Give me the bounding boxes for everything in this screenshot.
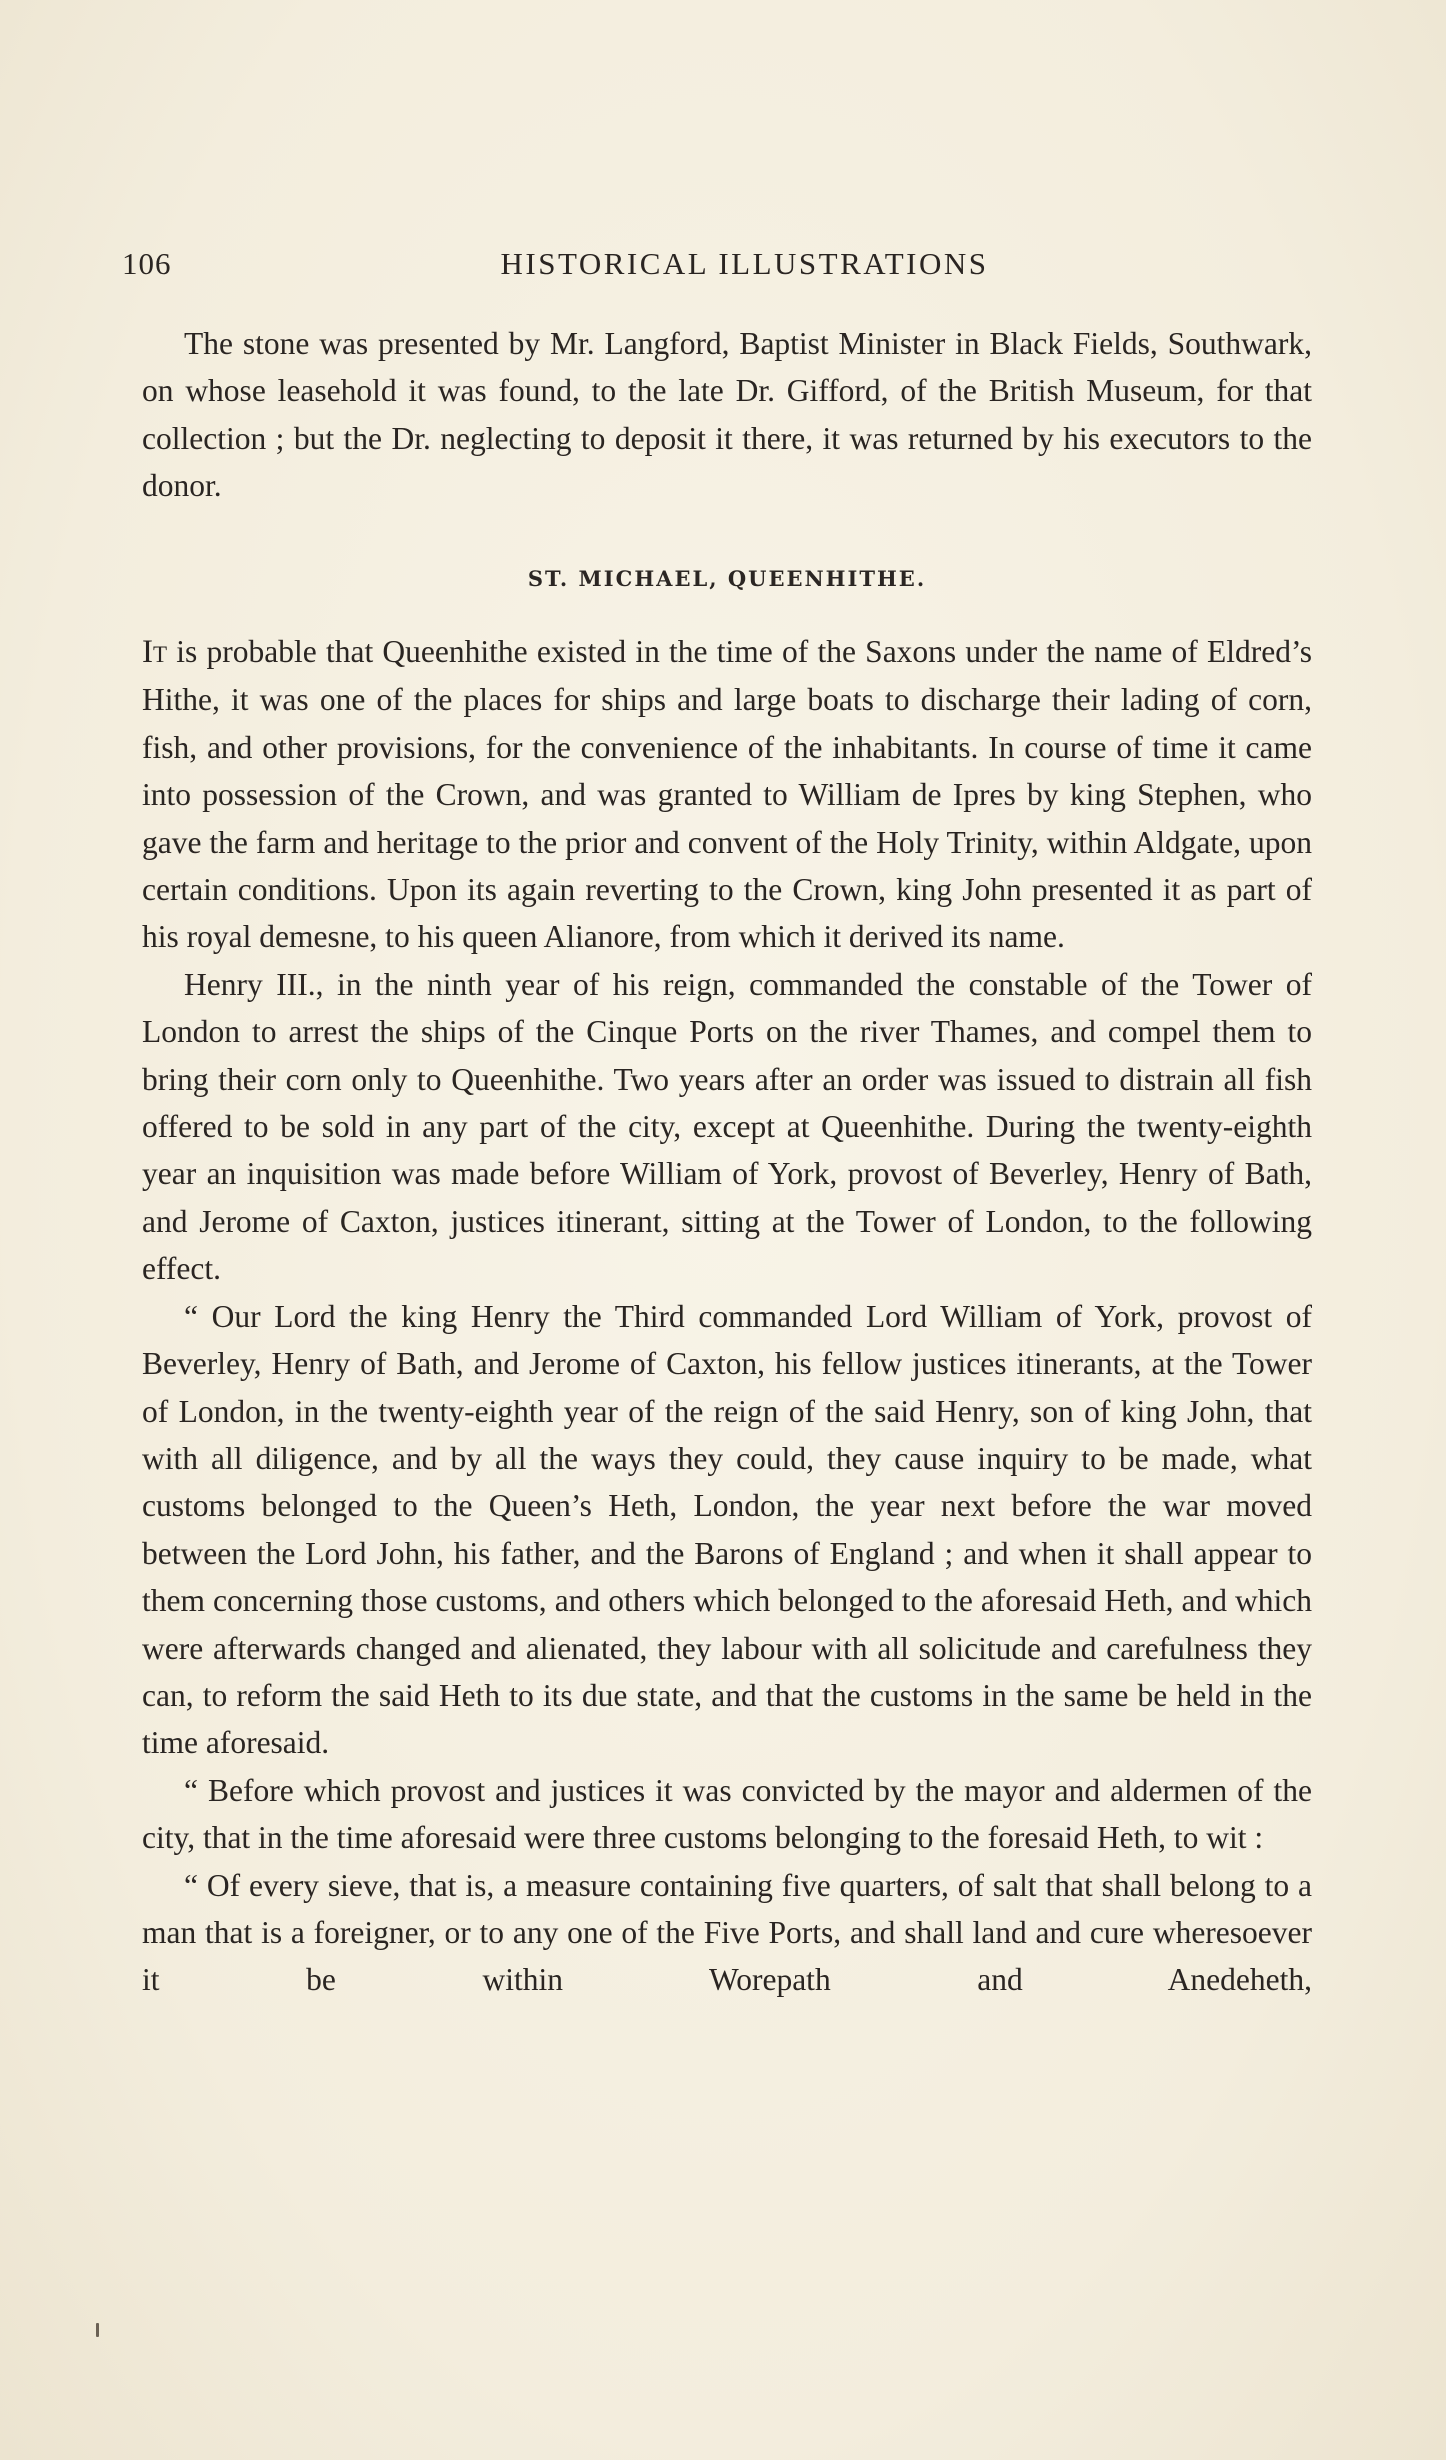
intro-paragraph: The stone was presented by Mr. Langford, Baptist Minister in Black Fields, Southwark, on whose leasehold it was found, to the late Dr. Gifford, of the British Museum, for that collection ; but the Dr. neglecting to deposit it there, it was returned by his executors to the donor.: [142, 326, 1312, 504]
paragraph-queenhithe-origin: [142, 628, 1312, 961]
running-head: [122, 246, 1327, 294]
section-heading: ST. MICHAEL, QUEENHITHE.: [527, 566, 927, 591]
intro-paragraph-block: [142, 320, 1312, 510]
paragraph-quote-lord-king: “ Our Lord the king Henry the Third commanded Lord William of York, provost of Beverley, Henry of Bath, and Jerome of Caxton, his fellow justices itinerants, at the Tower of London, in the twenty-eighth year of the reign of the said Henry, son of king John, that with all diligence, and by all the ways they could, they cause inquiry to be made, what customs belonged to the Queen’s Heth, London, the year next before the war moved between the Lord John, his father, and the Barons of England ; and when it shall appear to them concerning those customs, and others which belonged to the aforesaid Heth, and which were afterwards changed and alienated, they labour with all solicitude and carefulness they can, to reform the said Heth to its due state, and that the customs in the same be held in the time aforesaid.: [142, 1298, 1312, 1761]
paragraph-quote-provost: “ Before which provost and justices it was convicted by the mayor and aldermen of the city, that in the time aforesaid were three customs belonging to the foresaid Heth, to wit :: [142, 1772, 1312, 1856]
running-head-title: HISTORICAL ILLUSTRATIONS: [500, 246, 989, 281]
main-text-block: [142, 628, 1312, 2004]
margin-mark: [96, 2323, 99, 2337]
paragraph-body: is probable that Queenhithe existed in the time of the Saxons under the name of Eldred’s Hithe, it was one of the places for ships and large boats to discharge their lading of corn, fish, and other provisions, for the convenience of the inhabitants. In course of time it came into possession of the Crown, and was granted to William de Ipres by king Stephen, who gave the farm and heritage to the prior and convent of the Holy Trinity, within Aldgate, upon certain conditions. Upon its again reverting to the Crown, king John presented it as part of his royal demesne, to his queen Alianore, from which it derived its name.: [142, 634, 1312, 955]
paragraph-henry-iii: Henry III., in the ninth year of his reign, commanded the constable of the Tower of London to arrest the ships of the Cinque Ports on the river Thames, and compel them to bring their corn only to Queenhithe. Two years after an order was issued to distrain all fish offered to be sold in any part of the city, except at Queenhithe. During the twenty-eighth year an inquisition was made before William of York, provost of Beverley, Henry of Bath, and Jerome of Caxton, justices itinerant, sitting at the Tower of London, to the following effect.: [142, 966, 1312, 1287]
page-number: 106: [122, 246, 172, 281]
paragraph-initial-word: It: [142, 634, 168, 670]
paragraph-quote-sieve: “ Of every sieve, that is, a measure containing five quarters, of salt that shall belong to a man that is a foreigner, or to any one of the Five Ports, and shall land and cure wheresoever it be within Worepath and Anedeheth,: [142, 1867, 1312, 1998]
